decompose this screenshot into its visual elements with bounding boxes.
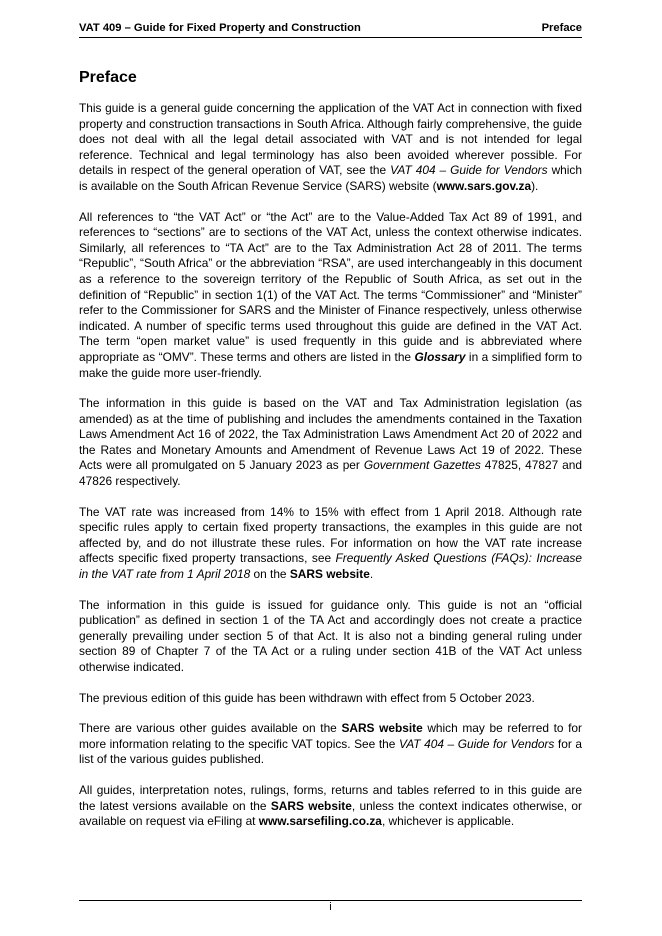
preface-body	[79, 101, 582, 845]
page-title: Preface	[79, 69, 137, 86]
paragraph-latest-versions: All guides, interpretation notes, rulings, forms, returns and tables referred to in this guide are the latest versions available on the SARS website, unless the context indicates otherwise, or available on request via eFiling at www.sarsefiling.co.za, whichever is applicable.	[79, 782, 582, 829]
sars-website-reference[interactable]: SARS website	[289, 567, 370, 582]
sars-website-reference[interactable]: SARS website	[270, 798, 352, 813]
paragraph-other-guides: There are various other guides available on the SARS website which may be referred to for more information relating to the specific VAT topics. See the VAT 404 – Guide for Vendors for a list of the various guides published.	[79, 721, 582, 767]
header-document-title: VAT 409 – Guide for Fixed Property and Construction	[79, 22, 361, 34]
header-section-title: Preface	[541, 22, 582, 34]
sars-website-reference[interactable]: SARS website	[341, 721, 423, 736]
paragraph-legislation: The information in this guide is based on the VAT and Tax Administration legislation (as amended) as at the time of publishing and includes the amendments contained in the Taxation Laws Amendment Act 16 of 2022, the Tax Administration Laws Amendment Act 20 of 2022 and the Rates and Monetary Amounts and Amendment of Revenue Laws Act 19 of 2022. These Acts were all promulgated on 5 January 2023 as per Government Gazettes 47825, 47827 and 47826 respectively.	[79, 396, 582, 489]
paragraph-intro: This guide is a general guide concerning the application of the VAT Act in connection with fixed property and construction transactions in South Africa. Although fairly comprehensive, the guide does not deal with all the legal detail associated with VAT and is not intended for legal reference. Technical and legal terminology has also been avoided wherever possible. For details in respect of the general operation of VAT, see the VAT 404 – Guide for Vendors which is available on the South African Revenue Service (SARS) website (www.sars.gov.za).	[79, 101, 582, 193]
paragraph-guidance: The information in this guide is issued for guidance only. This guide is not an “official publication” as defined in section 1 of the TA Act and accordingly does not create a practice generally prevailing under section 5 of that Act. It is also not a binding general ruling under section 89 of Chapter 7 of the TA Act or a ruling under section 41B of the VAT Act unless otherwise indicated.	[79, 597, 582, 674]
paragraph-withdrawn: The previous edition of this guide has been withdrawn with effect from 5 October 2023.	[79, 690, 535, 705]
vat404-reference: VAT 404 – Guide for Vendors	[390, 163, 548, 178]
faq-reference: Frequently Asked Questions (FAQs): Increase in the VAT rate from 1 April 2018	[79, 551, 582, 582]
glossary-reference[interactable]: Glossary	[414, 349, 466, 364]
paragraph-vat-rate: The VAT rate was increased from 14% to 15% with effect from 1 April 2018. Although rate specific rules apply to certain fixed property transactions, the examples in this guide are not affected by, and do not illustrate these rules. For information on how the VAT rate increase affects specific fixed property transactions, see Frequently Asked Questions (FAQs): Increase in the VAT rate from 1 April 2018 on the SARS website.	[79, 504, 582, 582]
sars-website-link[interactable]: www.sars.gov.za	[436, 178, 532, 193]
paragraph-references: All references to “the VAT Act” or “the Act” are to the Value-Added Tax Act 89 of 1991, and references to “sections” are to sections of the VAT Act, unless the context otherwise indicates. Similarly, all references to “TA Act” are to the Tax Administration Act 28 of 2011. The terms “Republic”, “South Africa” or the abbreviation “RSA”, are used interchangeably in this document as a reference to the sovereign territory of the Republic of South Africa, as set out in the definition of “Republic” in section 1(1) of the VAT Act. The terms “Commissioner” and “Minister” refer to the Commissioner for SARS and the Minister of Finance respectively, unless otherwise indicated. A number of specific terms used throughout this guide are defined in the VAT Act. The term “open market value” is used frequently in this guide and is abbreviated where appropriate as “OMV”. These terms and others are listed in the Glossary in a simplified form to make the guide more user-friendly.	[79, 209, 582, 380]
efiling-link[interactable]: www.sarsefiling.co.za	[258, 814, 382, 829]
page-number: i	[329, 901, 332, 913]
page-header	[79, 20, 582, 38]
